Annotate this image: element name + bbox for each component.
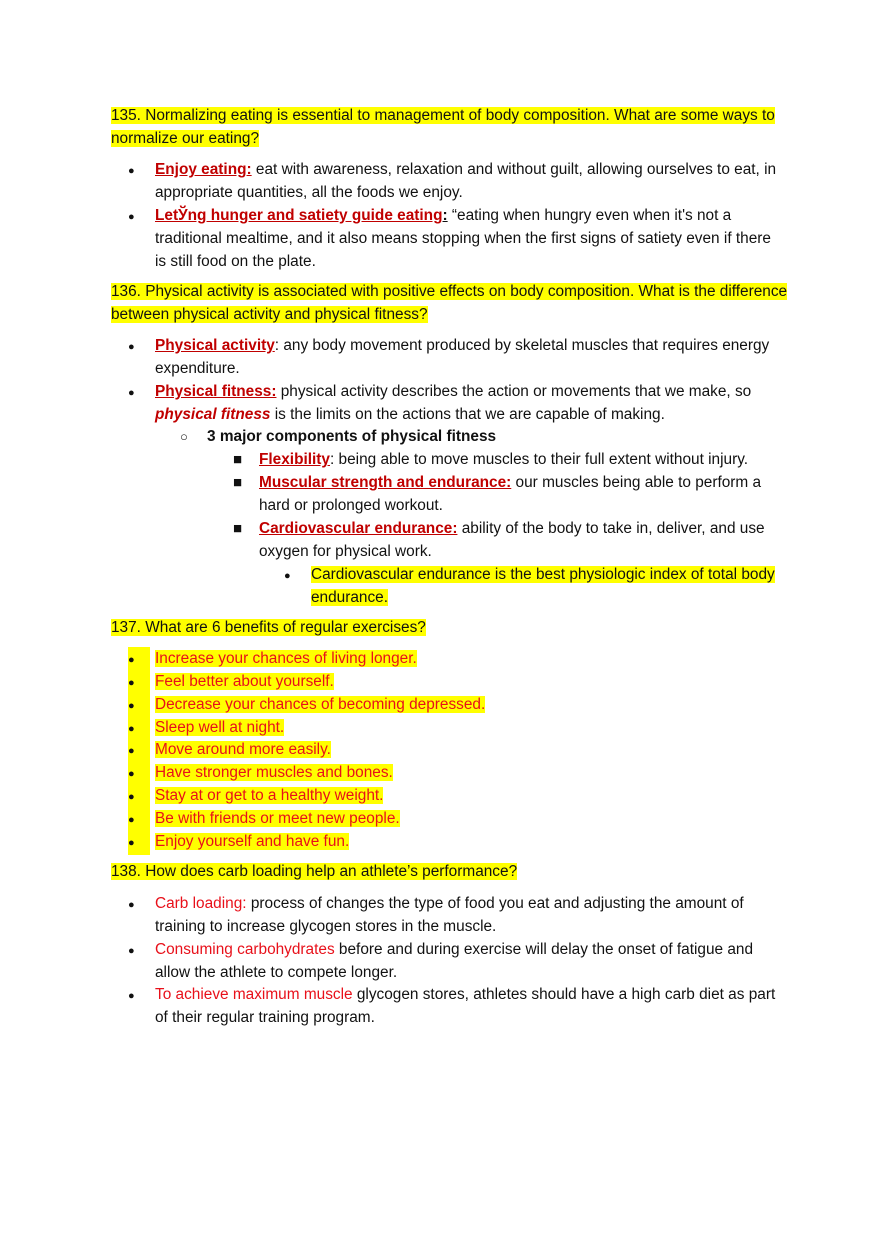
bullet-icon [128,647,150,672]
question-136: 136. Physical activity is associated with positive effects on body composition. What is the difference between physical activity and physical fitness? [111,283,788,323]
list-item: ● To achieve maximum muscle glycogen stores, athletes should have a high carb diet as part of their regular training program. [155,983,785,1029]
square-bullet-icon [233,471,242,494]
bullet-icon [128,892,135,917]
list-item: ● Enjoy yourself and have fun. [155,830,785,853]
list-item: ● LetЎng hunger and satiety guide eating: “eating when hungry even when it's not a traditional mealtime, and it also means stopping when the first signs of satiety even if there is still food on the plate. [155,204,785,273]
bullet-icon [128,670,150,695]
bullet-icon [128,693,150,718]
square-bullet-icon [233,517,242,540]
question-138: 138. How does carb loading help an athlete’s performance? [111,863,518,880]
bullet-icon [128,334,135,359]
bullet-icon [128,761,150,786]
bullet-icon [128,807,150,832]
circle-bullet-icon [180,425,188,448]
bullet-icon [128,938,135,963]
list-item: ● Be with friends or meet new people. [155,807,785,830]
bullet-icon [128,784,150,809]
component-item: ■ Muscular strength and endurance: our muscles being able to perform a hard or prolonged workout. [259,471,779,517]
list-item: ● Carb loading: process of changes the type of food you eat and adjusting the amount of training to increase glycogen stores in the muscle. [155,892,785,938]
bullet-icon [128,983,135,1008]
bullet-icon [128,380,135,405]
bullet-icon [284,563,291,588]
note-item: ● Cardiovascular endurance is the best physiologic index of total body endurance. [311,563,791,609]
bullet-icon [128,158,135,183]
component-item: ■ Flexibility: being able to move muscles to their full extent without injury. [259,448,784,471]
list-item: ● Increase your chances of living longer. [155,647,785,670]
question-137: 137. What are 6 benefits of regular exercises? [111,619,426,636]
list-item: ● Sleep well at night. [155,716,785,739]
list-item: ● Decrease your chances of becoming depressed. [155,693,785,716]
list-item: ● Enjoy eating: eat with awareness, relaxation and without guilt, allowing ourselves to eat, in appropriate quantities, all the foods we enjoy. [155,158,785,204]
square-bullet-icon [233,448,242,471]
list-item: ● Physical activity: any body movement produced by skeletal muscles that requires energy expenditure. [155,334,785,380]
list-item: ● Feel better about yourself. [155,670,785,693]
list-item: ● Stay at or get to a healthy weight. [155,784,785,807]
sub-heading: ○ 3 major components of physical fitness [207,425,787,448]
bullet-icon [128,830,150,855]
list-item: ● Have stronger muscles and bones. [155,761,785,784]
bullet-icon [128,738,150,763]
bullet-icon [128,204,135,229]
list-item: ● Consuming carbohydrates before and during exercise will delay the onset of fatigue and allow the athlete to compete longer. [155,938,785,984]
list-item: ● Move around more easily. [155,738,785,761]
component-item: ■ Cardiovascular endurance: ability of the body to take in, deliver, and use oxygen for physical work. [259,517,779,563]
list-item: ● Physical fitness: physical activity describes the action or movements that we make, so physical fitness is the limits on the actions that we are capable of making. [155,380,785,426]
question-135: 135. Normalizing eating is essential to management of body composition. What are some ways to normalize our eating? [111,107,775,147]
